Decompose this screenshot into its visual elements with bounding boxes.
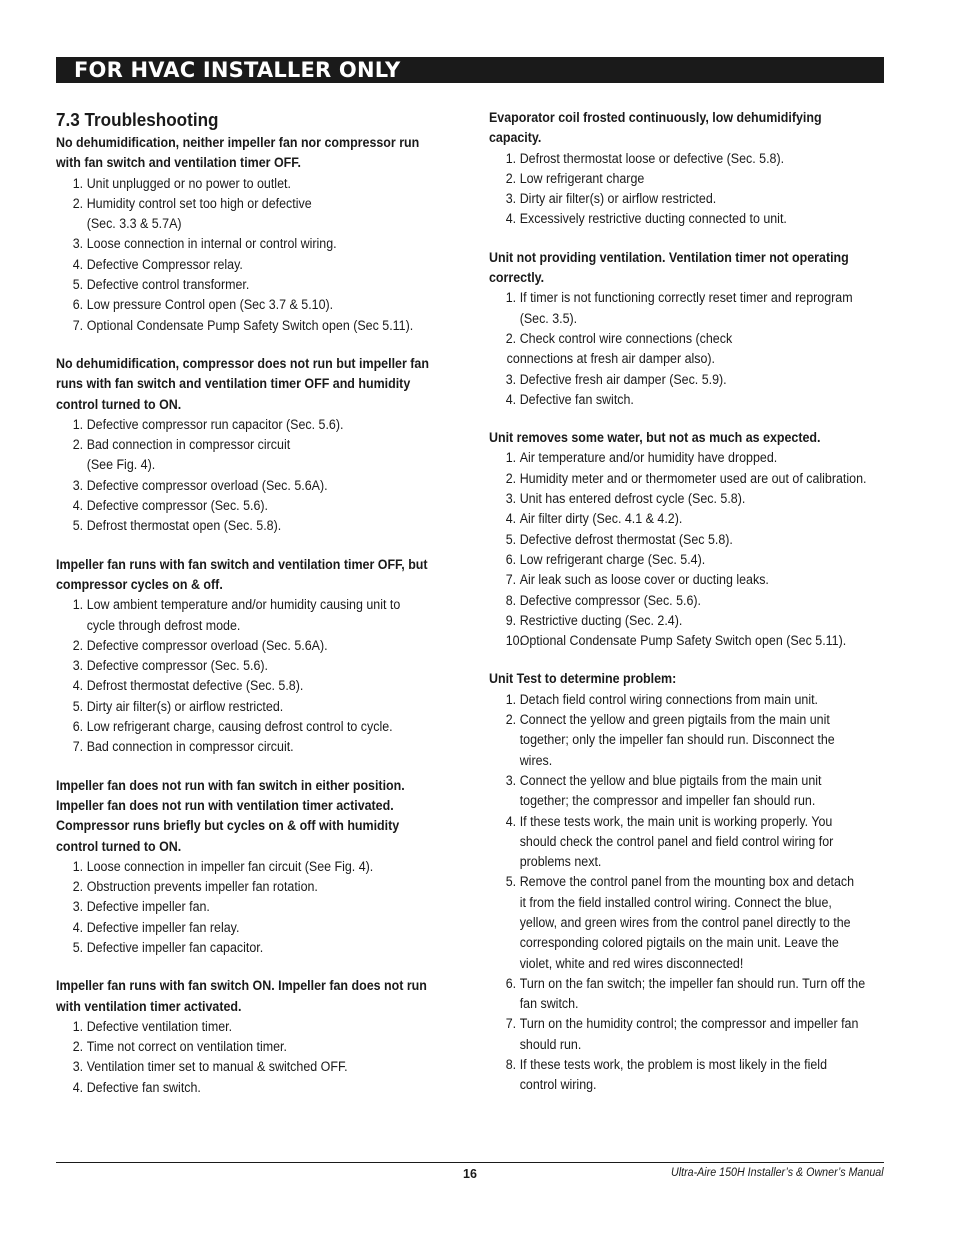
left-column	[56, 108, 456, 1116]
list-item	[56, 214, 428, 234]
item-number: 4.	[72, 678, 84, 694]
item-number: 2.	[72, 1039, 84, 1055]
item-number: 2.	[505, 712, 517, 728]
troubleshooting-block	[489, 428, 889, 651]
item-number: 4.	[505, 511, 517, 527]
item-text: should run.	[519, 1036, 582, 1052]
item-text: should check the control panel and field control wiring for	[519, 833, 834, 849]
list-item	[56, 676, 428, 696]
item-number: 3.	[505, 772, 517, 788]
item-text: Defective impeller fan capacitor.	[86, 939, 264, 955]
list-item	[56, 516, 428, 536]
item-text: corresponding colored pigtails on the main unit. Leave the	[519, 935, 839, 951]
list-item	[489, 852, 861, 872]
list-item	[489, 611, 861, 631]
list-item	[489, 509, 861, 529]
item-text-continued: connections at fresh air damper also).	[506, 351, 716, 367]
troubleshooting-block	[489, 108, 889, 230]
item-text: (Sec. 3.3 & 5.7A)	[86, 216, 182, 232]
list-item	[56, 255, 428, 275]
item-text: wires.	[519, 752, 553, 768]
list-item	[489, 751, 861, 771]
item-text: Air filter dirty (Sec. 4.1 & 4.2).	[519, 511, 683, 527]
item-number: 5.	[72, 518, 84, 534]
item-number: 5.	[505, 874, 517, 890]
problem-heading: No dehumidification, neither impeller fan nor compressor run	[56, 135, 420, 150]
item-text: Loose connection in impeller fan circuit (See Fig. 4).	[86, 858, 374, 874]
right-column	[489, 108, 889, 1114]
item-number: 2.	[72, 195, 84, 211]
section-title: 7.3 Troubleshooting	[56, 110, 219, 130]
item-text: Ventilation timer set to manual & switched OFF.	[86, 1059, 348, 1075]
item-text: Defective ventilation timer.	[86, 1018, 233, 1034]
item-text: If these tests work, the main unit is working properly. You	[519, 813, 833, 829]
item-text: Bad connection in compressor circuit	[86, 437, 291, 453]
list-item	[489, 550, 861, 570]
list-item	[56, 1057, 428, 1077]
item-number: 2.	[505, 170, 517, 186]
item-text: (See Fig. 4).	[86, 457, 156, 473]
item-text: Turn on the fan switch; the impeller fan should run. Turn off the	[519, 975, 866, 991]
problem-heading: No dehumidification, compressor does not run but impeller fan	[56, 355, 429, 371]
item-text: Defrost thermostat defective (Sec. 5.8).	[86, 678, 304, 694]
item-text: Loose connection in internal or control wiring.	[86, 236, 337, 252]
list-item	[56, 295, 428, 315]
item-text: Low refrigerant charge (Sec. 5.4).	[519, 551, 706, 567]
list-item	[489, 390, 861, 410]
list-item	[489, 329, 861, 349]
item-text: Humidity control set too high or defective	[86, 195, 312, 211]
item-number: 1.	[505, 691, 517, 707]
item-text: yellow, and green wires from the control panel directly to the	[519, 914, 851, 930]
problem-heading: with fan switch and ventilation timer OFF.	[56, 155, 301, 171]
list-item	[56, 194, 428, 214]
item-text: Defective compressor (Sec. 5.6).	[519, 592, 702, 608]
item-number: 4.	[72, 1079, 84, 1095]
list-item	[56, 938, 428, 958]
item-text: (Sec. 3.5).	[519, 310, 578, 326]
item-number: 1.	[505, 290, 517, 306]
list-item	[489, 730, 861, 750]
item-text: Optional Condensate Pump Safety Switch open (Sec 5.11).	[86, 317, 414, 333]
problem-heading: Compressor runs briefly but cycles on & off with humidity	[56, 818, 400, 834]
item-number: 4.	[72, 256, 84, 272]
item-number: 7.	[505, 1016, 517, 1032]
list-item	[489, 1075, 861, 1095]
list-item	[489, 1014, 861, 1034]
troubleshooting-block	[489, 669, 889, 1095]
item-text: control wiring.	[519, 1077, 597, 1093]
list-item	[56, 415, 428, 435]
list-item	[489, 189, 861, 209]
item-text: Connect the yellow and green pigtails from the main unit	[519, 712, 830, 728]
item-text: Defective impeller fan relay.	[86, 919, 240, 935]
item-number: 1.	[72, 175, 84, 191]
item-text: Defective control transformer.	[86, 277, 250, 293]
list-item	[489, 893, 861, 913]
item-text: Unit unplugged or no power to outlet.	[86, 175, 291, 191]
item-text: together; the compressor and impeller fan should run.	[519, 793, 816, 809]
item-number: 5.	[72, 939, 84, 955]
list-item	[489, 872, 861, 892]
item-number: 6.	[505, 551, 517, 567]
item-number: 2.	[72, 437, 84, 453]
item-text: Defective impeller fan.	[86, 899, 210, 915]
list-item	[56, 496, 428, 516]
troubleshooting-block	[489, 248, 889, 410]
footer-divider	[56, 1162, 884, 1163]
list-item	[56, 174, 428, 194]
list-item	[56, 616, 428, 636]
list-item	[489, 690, 861, 710]
item-number: 3.	[505, 491, 517, 507]
item-text: Unit has entered defrost cycle (Sec. 5.8).	[519, 491, 746, 507]
list-item	[56, 1078, 428, 1098]
list-item	[56, 1017, 428, 1037]
item-number: 3.	[505, 371, 517, 387]
item-number: 5.	[505, 531, 517, 547]
item-number: 3.	[72, 899, 84, 915]
problem-heading: compressor cycles on & off.	[56, 576, 223, 592]
list-item	[489, 309, 861, 329]
item-text: Defrost thermostat loose or defective (Sec. 5.8).	[519, 150, 785, 166]
item-text: Air temperature and/or humidity have dropped.	[519, 450, 778, 466]
item-text: Defrost thermostat open (Sec. 5.8).	[86, 518, 282, 534]
item-text: Obstruction prevents impeller fan rotation.	[86, 879, 318, 895]
item-number: 3.	[72, 477, 84, 493]
item-number: 7.	[72, 317, 84, 333]
item-number: 6.	[505, 975, 517, 991]
troubleshooting-block	[56, 133, 456, 336]
problem-heading: Evaporator coil frosted continuously, low dehumidifying	[489, 110, 822, 125]
left-blocks	[56, 133, 456, 1098]
list-item	[56, 595, 428, 615]
item-text: Check control wire connections (check	[519, 330, 733, 346]
list-item	[56, 636, 428, 656]
item-text: Defective compressor (Sec. 5.6).	[86, 498, 269, 514]
list-item	[56, 737, 428, 757]
list-item	[489, 832, 861, 852]
section-banner	[56, 57, 884, 83]
item-text: Connect the yellow and blue pigtails from the main unit	[519, 772, 822, 788]
problem-heading: Impeller fan runs with fan switch ON. Impeller fan does not run	[56, 978, 427, 994]
item-text: Defective compressor run capacitor (Sec. 5.6).	[86, 416, 344, 432]
item-text: Humidity meter and or thermometer used are out of calibration.	[519, 470, 867, 486]
item-text: it from the field installed control wiring. Connect the blue,	[519, 894, 832, 910]
list-item	[489, 933, 861, 953]
list-item	[489, 913, 861, 933]
item-number: 1.	[505, 450, 517, 466]
item-number: 2.	[72, 637, 84, 653]
problem-heading: Impeller fan does not run with ventilation timer activated.	[56, 797, 394, 813]
item-text: Bad connection in compressor circuit.	[86, 739, 294, 755]
list-item	[56, 877, 428, 897]
list-item	[489, 448, 861, 468]
item-number: 1.	[72, 858, 84, 874]
list-item	[56, 435, 428, 455]
item-number: 4.	[505, 813, 517, 829]
item-number: 5.	[72, 277, 84, 293]
item-number: 6.	[72, 719, 84, 735]
item-number: 1.	[72, 597, 84, 613]
list-item	[489, 954, 861, 974]
item-text: together; only the impeller fan should run. Disconnect the	[519, 732, 835, 748]
list-item	[489, 771, 861, 791]
item-text: Defective fresh air damper (Sec. 5.9).	[519, 371, 727, 387]
item-text: Defective fan switch.	[86, 1079, 201, 1095]
list-item	[489, 994, 861, 1014]
list-item	[489, 791, 861, 811]
troubleshooting-block	[56, 354, 456, 537]
list-item	[489, 710, 861, 730]
item-number: 2.	[72, 879, 84, 895]
item-text: Defective compressor overload (Sec. 5.6A).	[86, 477, 328, 493]
problem-heading: capacity.	[489, 130, 542, 146]
page-number: 16	[463, 1167, 477, 1181]
item-number: 2.	[505, 470, 517, 486]
item-text: Air leak such as loose cover or ducting leaks.	[519, 572, 769, 588]
item-number: 3.	[72, 236, 84, 252]
item-number: 4.	[72, 919, 84, 935]
problem-heading: with ventilation timer activated.	[56, 998, 242, 1014]
item-number: 1.	[72, 416, 84, 432]
item-text: Dirty air filter(s) or airflow restricted.	[519, 191, 717, 207]
problem-heading: Unit Test to determine problem:	[489, 671, 677, 687]
list-item	[489, 489, 861, 509]
problem-heading: correctly.	[489, 270, 545, 286]
list-item	[56, 455, 428, 475]
item-text: Low refrigerant charge	[519, 170, 645, 186]
item-text: Defective compressor overload (Sec. 5.6A).	[86, 637, 328, 653]
item-number: 4.	[505, 391, 517, 407]
item-text: violet, white and red wires disconnected!	[519, 955, 744, 971]
list-item	[489, 469, 867, 489]
item-text: Low pressure Control open (Sec 3.7 & 5.10).	[86, 297, 334, 313]
item-number: 6.	[72, 297, 84, 313]
problem-heading: control turned to ON.	[56, 396, 182, 412]
item-text: If these tests work, the problem is most likely in the field	[519, 1057, 828, 1073]
banner-title: FOR HVAC INSTALLER ONLY	[74, 58, 401, 82]
item-text: problems next.	[519, 854, 602, 870]
list-item	[489, 1035, 861, 1055]
item-text: Defective Compressor relay.	[86, 256, 243, 272]
item-number: 1.	[72, 1018, 84, 1034]
manual-title: Ultra-Aire 150H Installer’s & Owner’s Manual	[671, 1167, 884, 1179]
item-text: Dirty air filter(s) or airflow restricted.	[86, 698, 284, 714]
problem-heading: control turned to ON.	[56, 838, 182, 854]
item-number: 9.	[505, 612, 517, 628]
problem-heading: runs with fan switch and ventilation timer OFF and humidity	[56, 376, 411, 392]
list-item	[56, 857, 428, 877]
list-item	[489, 631, 861, 651]
item-number: 4.	[72, 498, 84, 514]
item-text: cycle through defrost mode.	[86, 617, 241, 633]
list-item	[489, 974, 866, 994]
item-number: 1.	[505, 150, 517, 166]
problem-heading: Unit not providing ventilation. Ventilation timer not operating	[489, 249, 849, 265]
list-item	[489, 288, 861, 308]
item-text: Defective fan switch.	[519, 391, 634, 407]
item-number: 3.	[72, 1059, 84, 1075]
item-number: 10.	[505, 633, 524, 649]
item-text: If timer is not functioning correctly reset timer and reprogram	[519, 290, 853, 306]
item-number: 8.	[505, 1057, 517, 1073]
item-text: Restrictive ducting (Sec. 2.4).	[519, 612, 683, 628]
list-item	[56, 918, 428, 938]
item-number: 3.	[505, 191, 517, 207]
list-item	[489, 209, 861, 229]
item-number: 8.	[505, 592, 517, 608]
item-text: Defective defrost thermostat (Sec 5.8).	[519, 531, 733, 547]
list-item	[56, 234, 428, 254]
list-item	[56, 316, 428, 336]
list-item	[489, 530, 861, 550]
list-item	[56, 697, 428, 717]
troubleshooting-block	[56, 776, 456, 959]
right-blocks	[489, 108, 889, 1096]
list-item	[489, 591, 861, 611]
item-text: Defective compressor (Sec. 5.6).	[86, 658, 269, 674]
item-text: Remove the control panel from the mounting box and detach	[519, 874, 855, 890]
list-item	[56, 897, 428, 917]
item-text: Optional Condensate Pump Safety Switch open (Sec 5.11).	[519, 633, 847, 649]
item-number: 2.	[505, 330, 517, 346]
list-item	[56, 275, 428, 295]
item-number: 7.	[72, 739, 84, 755]
troubleshooting-block	[56, 555, 456, 758]
item-text: Low ambient temperature and/or humidity causing unit to	[86, 597, 401, 613]
problem-heading: Impeller fan does not run with fan switch in either position.	[56, 777, 405, 793]
item-number: 3.	[72, 658, 84, 674]
list-item	[489, 812, 861, 832]
list-item	[56, 1037, 428, 1057]
item-text: Low refrigerant charge, causing defrost control to cycle.	[86, 719, 393, 735]
item-number: 5.	[72, 698, 84, 714]
item-text: fan switch.	[519, 996, 579, 1012]
list-item	[489, 1055, 861, 1075]
item-text: Detach field control wiring connections from main unit.	[519, 691, 819, 707]
list-item	[489, 570, 861, 590]
item-number: 7.	[505, 572, 517, 588]
problem-heading: Impeller fan runs with fan switch and ventilation timer OFF, but	[56, 556, 428, 572]
item-text: Excessively restrictive ducting connected to unit.	[519, 211, 787, 227]
item-text: Turn on the humidity control; the compressor and impeller fan	[519, 1016, 859, 1032]
item-text: Time not correct on ventilation timer.	[86, 1039, 287, 1055]
problem-heading: Unit removes some water, but not as much as expected.	[489, 430, 821, 446]
list-item	[489, 149, 861, 169]
troubleshooting-block	[56, 976, 456, 1098]
list-item	[489, 169, 861, 189]
list-item	[56, 717, 428, 737]
list-item	[489, 370, 861, 390]
item-number: 4.	[505, 211, 517, 227]
list-item	[56, 476, 428, 496]
list-item	[56, 656, 428, 676]
